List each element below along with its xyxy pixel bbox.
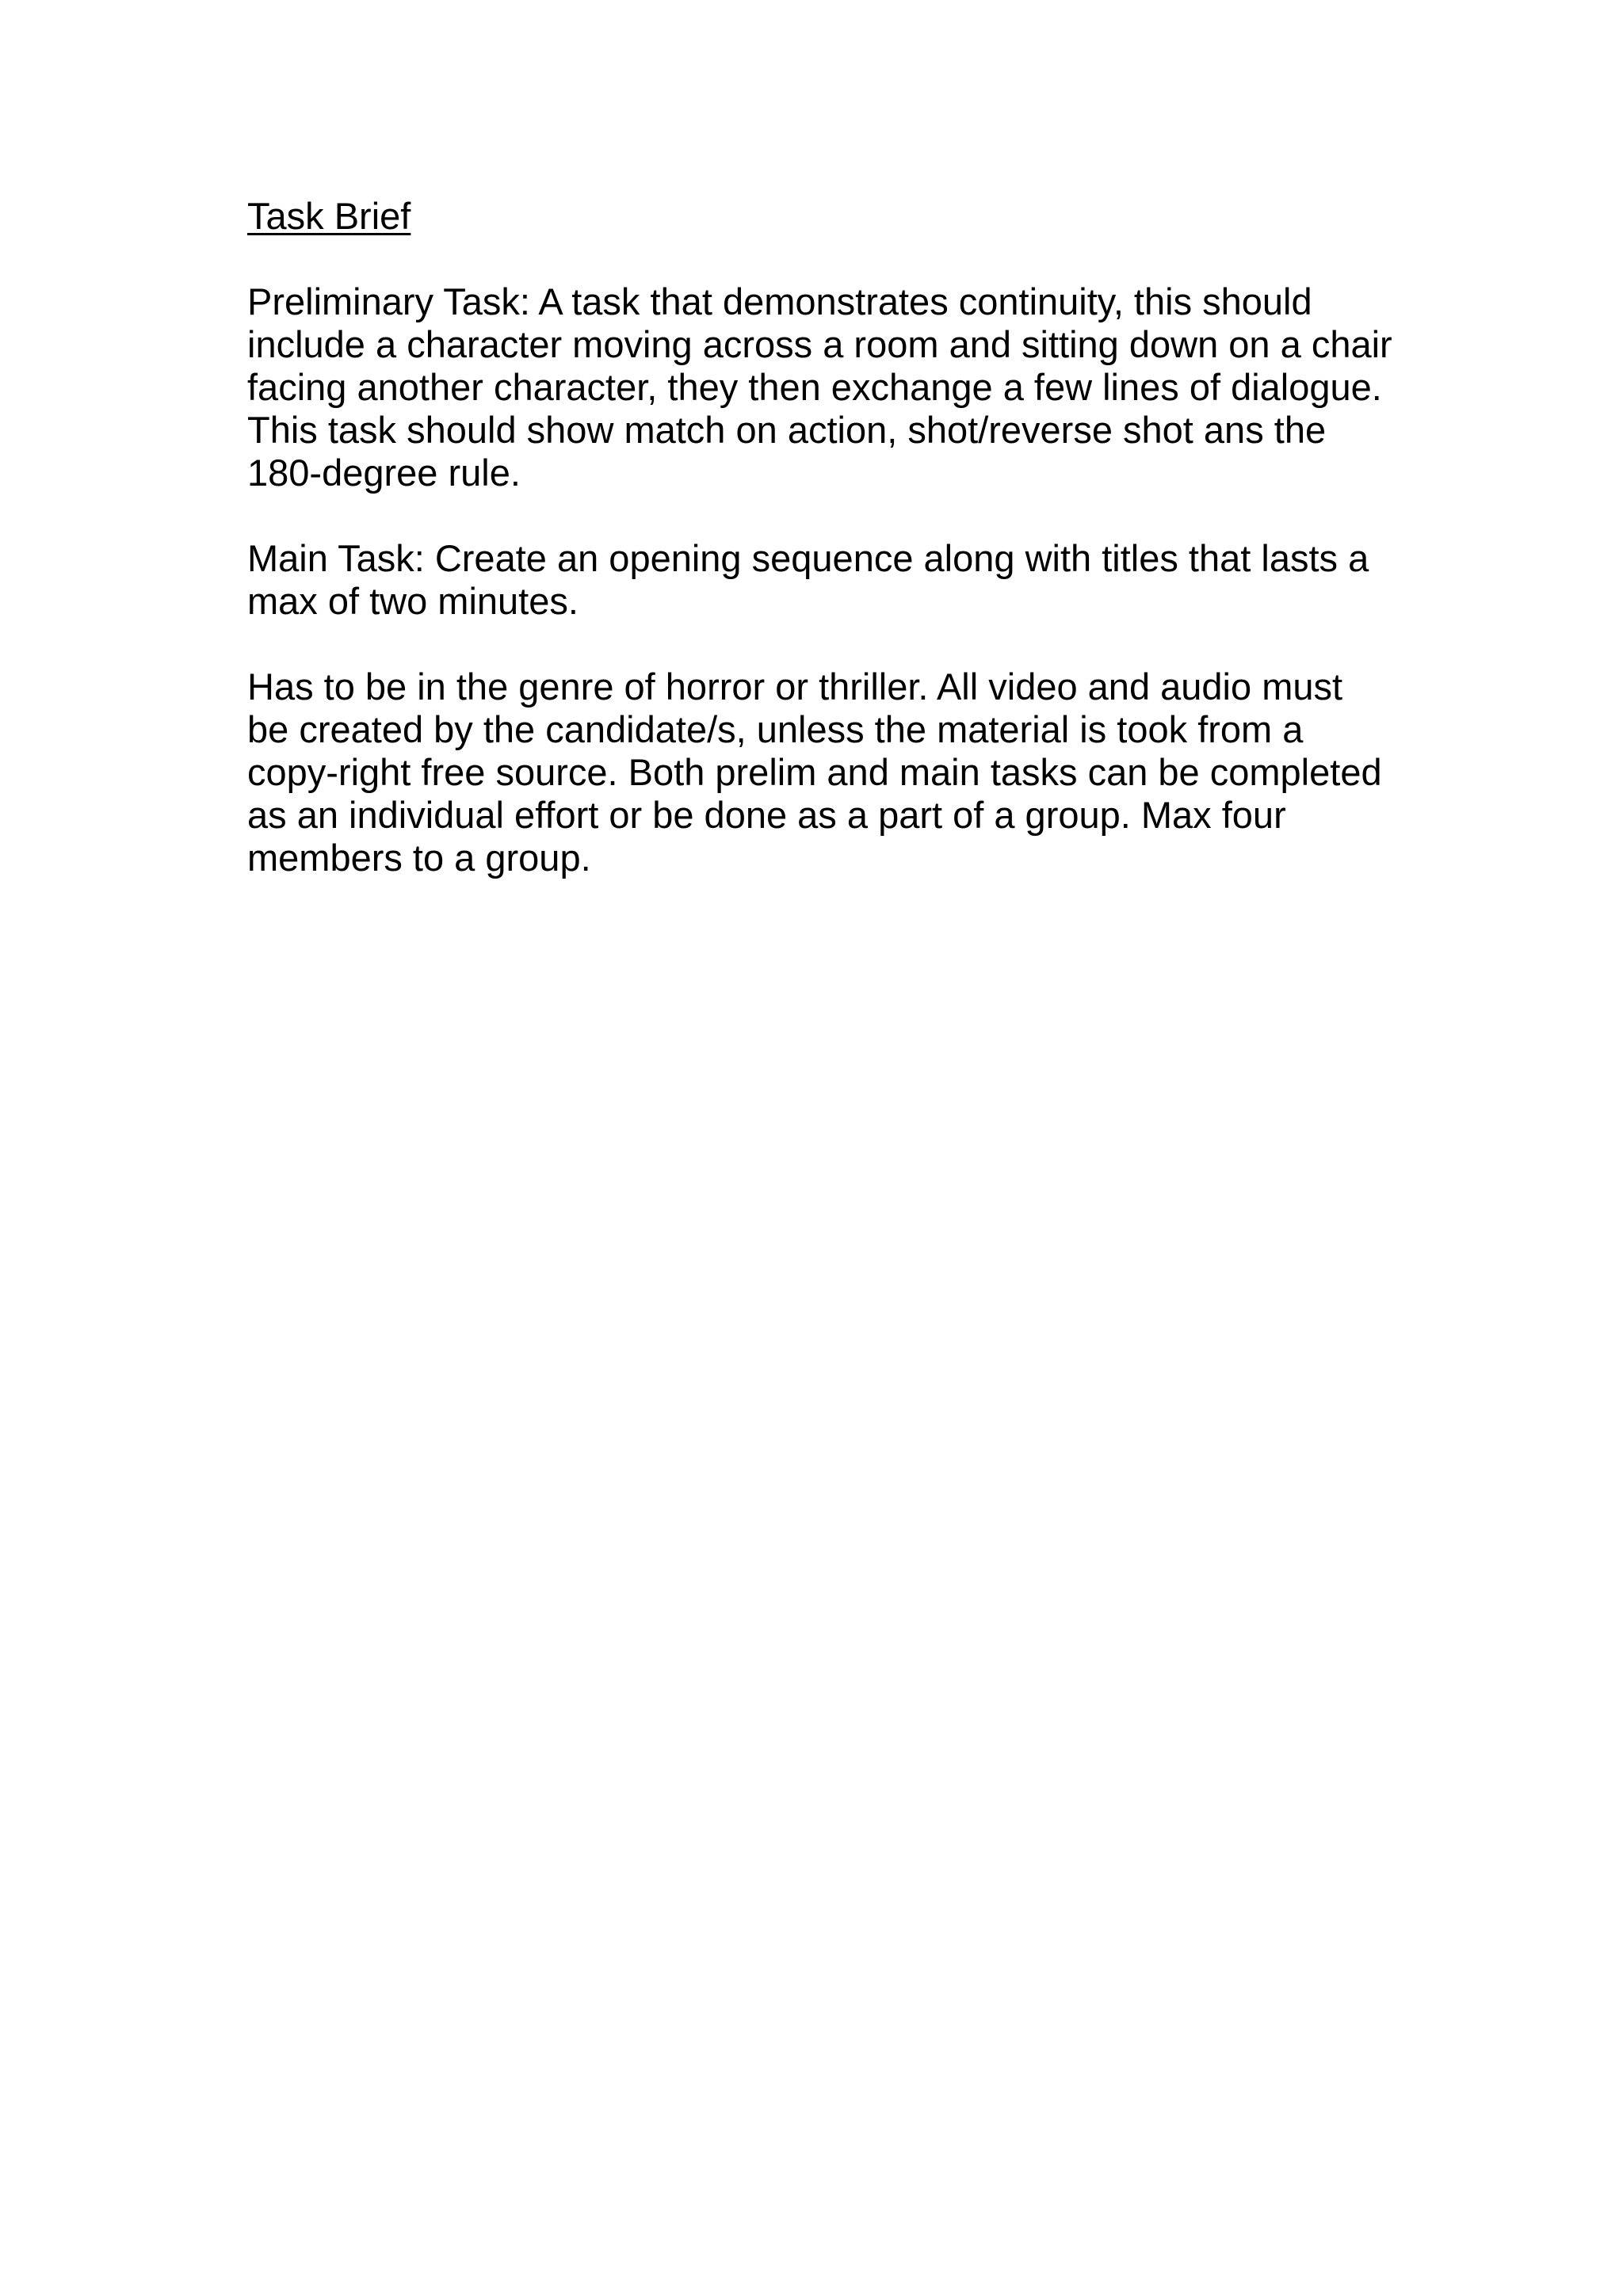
paragraph-line: Main Task: Create an opening sequence along with titles that lasts a	[247, 537, 1369, 579]
paragraph-line: max of two minutes.	[247, 580, 579, 622]
paragraph-line: include a character moving across a room and sitting down on a chair	[247, 323, 1392, 365]
paragraph-line: facing another character, they then exchange a few lines of dialogue.	[247, 366, 1382, 408]
paragraph-line: copy-right free source. Both prelim and main tasks can be completed	[247, 751, 1382, 793]
paragraph-line: be created by the candidate/s, unless the material is took from a	[247, 708, 1304, 750]
paragraph-main-task	[247, 537, 1404, 623]
paragraph-preliminary-task	[247, 280, 1404, 494]
paragraph-line: 180-degree rule.	[247, 452, 521, 494]
document-heading: Task Brief	[247, 195, 411, 237]
paragraph-line: as an individual effort or be done as a part of a group. Max four	[247, 794, 1286, 836]
paragraph-line: Has to be in the genre of horror or thriller. All video and audio must	[247, 666, 1343, 707]
paragraph-line: members to a group.	[247, 837, 591, 879]
paragraph-line: Preliminary Task: A task that demonstrates continuity, this should	[247, 280, 1312, 322]
paragraph-requirements	[247, 666, 1404, 879]
document-body	[247, 195, 1404, 879]
paragraph-line: This task should show match on action, shot/reverse shot ans the	[247, 409, 1327, 451]
